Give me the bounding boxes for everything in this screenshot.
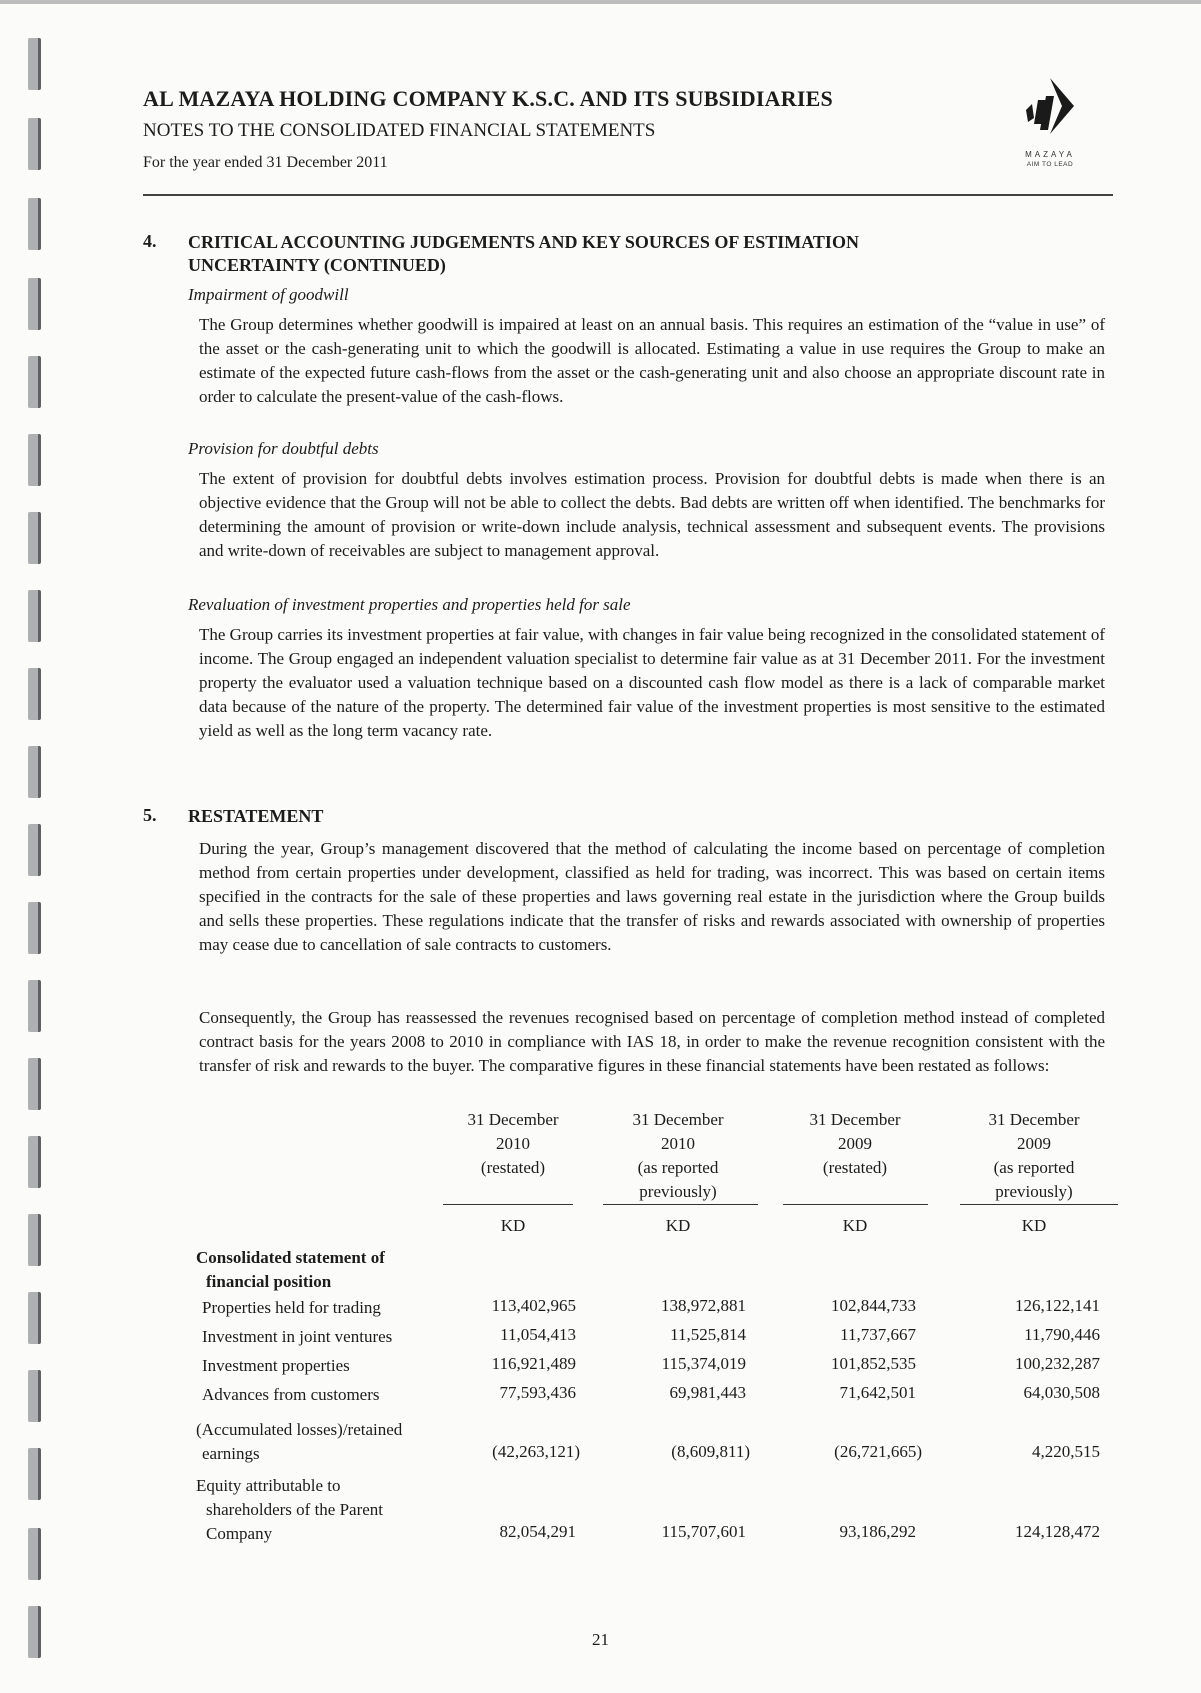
header-rule [143,194,1113,196]
binder-hole [28,1528,41,1580]
column-header-line: 2009 [838,1134,872,1153]
binder-hole [28,746,41,798]
row-label-line: shareholders of the Parent [206,1500,384,1519]
reporting-period: For the year ended 31 December 2011 [143,154,388,171]
table-cell: 100,232,287 [1015,1354,1100,1373]
table-cell: 69,981,443 [669,1383,746,1402]
page-top-edge [0,0,1201,4]
table-cell: 115,374,019 [661,1354,746,1373]
unit-label: KD [1021,1216,1047,1235]
header-underline [443,1204,573,1205]
section-5-heading [143,805,743,829]
column-header-line: previously) [995,1182,1073,1201]
section-title: RESTATEMENT [188,806,324,826]
paragraph: During the year, Group’s management discovered that the method of calculating the income based on percentage of completion method from certain properties under development, classified as held for trading, was incorrect. This was based on certain items specified in the contracts for the sale of these properties and laws governing real estate in the jurisdiction where the Group builds and sells these properties. These regulations indicate that the transfer of risks and rewards associated with ownership of properties may cease due to cancellation of sale contracts to customers. [199,839,1105,954]
header-underline [603,1204,758,1205]
column-header-line: (as reported [637,1158,719,1177]
binder-hole [28,1214,41,1266]
column-header-line: 31 December [988,1110,1080,1129]
restatement-table [198,1108,1118,1558]
binder-hole [28,1058,41,1110]
binder-hole [28,512,41,564]
section-title-line: CRITICAL ACCOUNTING JUDGEMENTS AND KEY SOURCES OF ESTIMATION [188,232,859,252]
paragraph: The Group carries its investment properties at fair value, with changes in fair value being recognized in the consolidated statement of income. The Group engaged an independent valuation specialist to determine fair value as at 31 December 2011. For the investment property the evaluator used a valuation technique based on a discounted cash flow model as there is a lack of comparable market data because of the nature of the property. The determined fair value of the investment properties is most sensitive to the estimated yield as well as the long term vacancy rate. [199,625,1105,740]
table-cell: 116,921,489 [491,1354,576,1373]
section-number: 4. [143,231,157,251]
mazaya-logo [1002,74,1098,184]
logo-name: MAZAYA [1025,150,1075,159]
table-cell: 77,593,436 [499,1383,576,1402]
table-cell: 82,054,291 [499,1522,576,1541]
column-header-line: (restated) [480,1158,546,1177]
table-cell: 124,128,472 [1015,1522,1100,1541]
row-label: Investment properties [202,1356,350,1375]
page-number: 21 [592,1630,609,1649]
row-label-line: Equity attributable to [196,1476,341,1495]
logo-tagline: AIM TO LEAD [1026,161,1074,168]
column-header-line: 2010 [661,1134,695,1153]
table-cell: 102,844,733 [831,1296,916,1315]
row-label: Advances from customers [202,1385,380,1404]
binder-hole [28,38,41,90]
paragraph: The Group determines whether goodwill is impaired at least on an annual basis. This requires an estimation of the “value in use” of the asset or the cash-generating unit to which the goodwill is allocated. Estimating a value in use requires the Group to make an estimate of the expected future cash-flows from the asset or the cash-generating unit and also choose an appropriate discount rate in order to calculate the present-value of the cash-flows. [199,315,1105,406]
column-header [780,1108,930,1180]
group-heading-line: Consolidated statement of [196,1248,385,1267]
binder-hole [28,1292,41,1344]
column-header [438,1108,588,1180]
header-underline [960,1204,1118,1205]
binder-holes [28,38,42,1658]
table-cell: 101,852,535 [831,1354,916,1373]
binder-hole [28,198,41,250]
binder-hole [28,902,41,954]
binder-hole [28,356,41,408]
binder-hole [28,1136,41,1188]
table-cell: 11,790,446 [1024,1325,1100,1344]
document-subtitle: NOTES TO THE CONSOLIDATED FINANCIAL STATEMENTS [143,120,656,141]
section-title-line: UNCERTAINTY (CONTINUED) [188,255,446,275]
table-cell: 126,122,141 [1015,1296,1100,1315]
column-header-line: 2010 [496,1134,530,1153]
unit-label: KD [500,1216,526,1235]
table-cell: 93,186,292 [839,1522,916,1541]
binder-hole [28,824,41,876]
row-label-line: earnings [202,1444,260,1463]
subsection-heading: Revaluation of investment properties and properties held for sale [188,595,631,614]
table-cell: (42,263,121) [492,1442,580,1461]
row-label: Properties held for trading [202,1298,381,1317]
row-label: Investment in joint ventures [202,1327,393,1346]
column-header-line: (as reported [993,1158,1075,1177]
table-cell: 4,220,515 [1032,1442,1100,1461]
binder-hole [28,1448,41,1500]
subsection-heading: Impairment of goodwill [188,285,349,304]
column-header-line: (restated) [822,1158,888,1177]
company-name: AL MAZAYA HOLDING COMPANY K.S.C. AND ITS SUBSIDIARIES [143,86,833,111]
row-label [196,1418,441,1466]
column-header-line: 31 December [632,1110,724,1129]
paragraph: The extent of provision for doubtful debts involves estimation process. Provision for doubtful debts is made when there is an objective evidence that the Group will not be able to collect the debts. Bad debts are written off when identified. The benchmarks for determining the amount of provision or write-down include analysis, technical assessment and subsequent events. The provisions and write-down of receivables are subject to management approval. [199,469,1105,560]
table-cell: 138,972,881 [661,1296,746,1315]
page-header [143,86,1113,196]
table-cell: (26,721,665) [834,1442,922,1461]
section-4-heading [143,231,1043,279]
table-cell: (8,609,811) [671,1442,750,1461]
group-heading-line: financial position [206,1272,332,1291]
table-cell: 11,525,814 [670,1325,746,1344]
table-cell: 115,707,601 [661,1522,746,1541]
row-label [196,1474,441,1546]
group-heading [196,1246,436,1294]
binder-hole [28,668,41,720]
column-header-line: previously) [639,1182,717,1201]
section-title [188,231,968,277]
binder-hole [28,590,41,642]
column-header-line: 2009 [1017,1134,1051,1153]
subsection-heading: Provision for doubtful debts [188,439,379,458]
column-header-line: 31 December [809,1110,901,1129]
column-header [603,1108,753,1204]
unit-label: KD [665,1216,691,1235]
column-header-line: 31 December [467,1110,559,1129]
mazaya-logo-icon [1020,74,1080,150]
column-header [956,1108,1112,1204]
table-cell: 71,642,501 [839,1383,916,1402]
table-cell: 113,402,965 [491,1296,576,1315]
table-cell: 11,737,667 [840,1325,916,1344]
binder-hole [28,434,41,486]
binder-hole [28,980,41,1032]
binder-hole [28,278,41,330]
section-number: 5. [143,805,157,825]
binder-hole [28,118,41,170]
header-underline [783,1204,928,1205]
binder-hole [28,1370,41,1422]
table-cell: 11,054,413 [500,1325,576,1344]
paragraph: Consequently, the Group has reassessed the revenues recognised based on percentage of completion method instead of completed contract basis for the years 2008 to 2010 in compliance with IAS 18, in order to make the revenue recognition consistent with the transfer of risk and rewards to the buyer. The comparative figures in these financial statements have been restated as follows: [199,1008,1105,1075]
row-label-line: Company [206,1524,273,1543]
row-label-line: (Accumulated losses)/retained [196,1420,403,1439]
table-cell: 64,030,508 [1023,1383,1100,1402]
unit-label: KD [842,1216,868,1235]
